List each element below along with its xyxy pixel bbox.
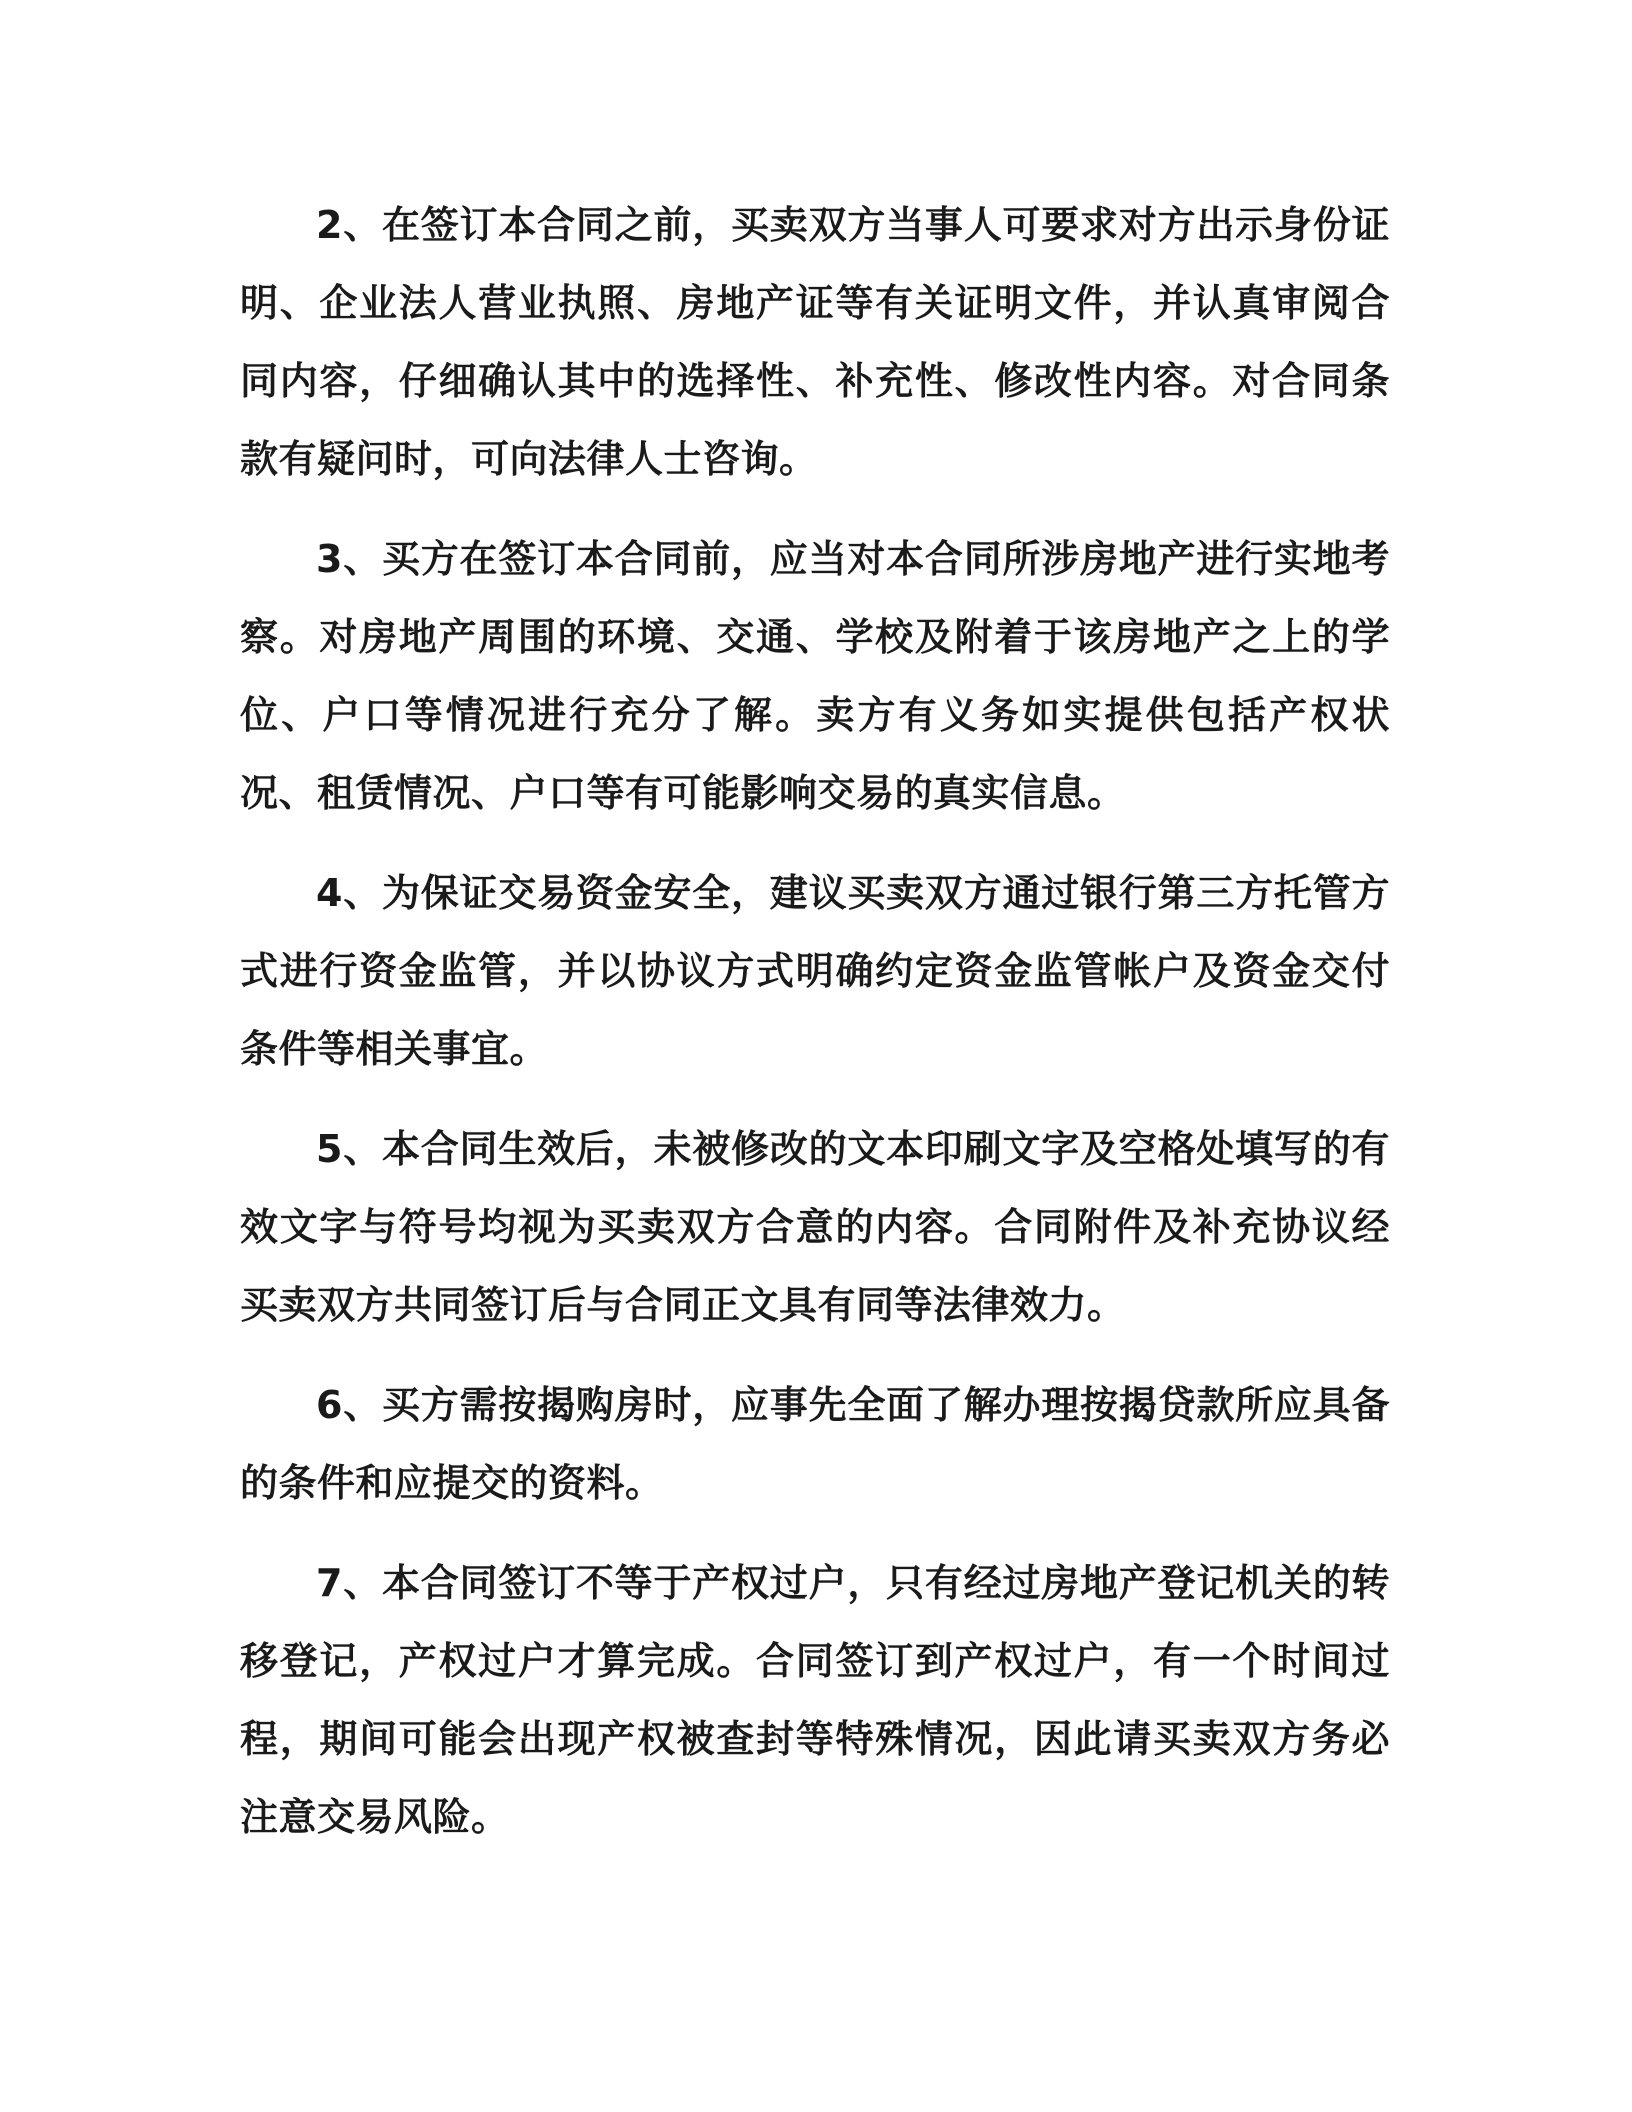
- document-body: [240, 186, 1390, 1878]
- paragraph-item-2: 2、在签订本合同之前，买卖双方当事人可要求对方出示身份证明、企业法人营业执照、房地产证等有关证明文件，并认真审阅合同内容，仔细确认其中的选择性、补充性、修改性内容。对合同条款有疑问时，可向法律人士咨询。: [240, 203, 1390, 481]
- paragraph-item-5: 5、本合同生效后，未被修改的文本印刷文字及空格处填写的有效文字与符号均视为买卖双方合意的内容。合同附件及补充协议经买卖双方共同签订后与合同正文具有同等法律效力。: [240, 1127, 1390, 1327]
- paragraph-item-7: 7、本合同签订不等于产权过户，只有经过房地产登记机关的转移登记，产权过户才算完成。合同签订到产权过户，有一个时间过程，期间可能会出现产权被查封等特殊情况，因此请买卖双方务必注意交易风险。: [240, 1561, 1390, 1839]
- paragraph-item-6: 6、买方需按揭购房时，应事先全面了解办理按揭贷款所应具备的条件和应提交的资料。: [240, 1383, 1390, 1505]
- paragraph-item-4: 4、为保证交易资金安全，建议买卖双方通过银行第三方托管方式进行资金监管，并以协议方式明确约定资金监管帐户及资金交付条件等相关事宜。: [240, 871, 1390, 1071]
- paragraph-item-3: 3、买方在签订本合同前，应当对本合同所涉房地产进行实地考察。对房地产周围的环境、交通、学校及附着于该房地产之上的学位、户口等情况进行充分了解。卖方有义务如实提供包括产权状况、租赁情况、户口等有可能影响交易的真实信息。: [240, 537, 1390, 815]
